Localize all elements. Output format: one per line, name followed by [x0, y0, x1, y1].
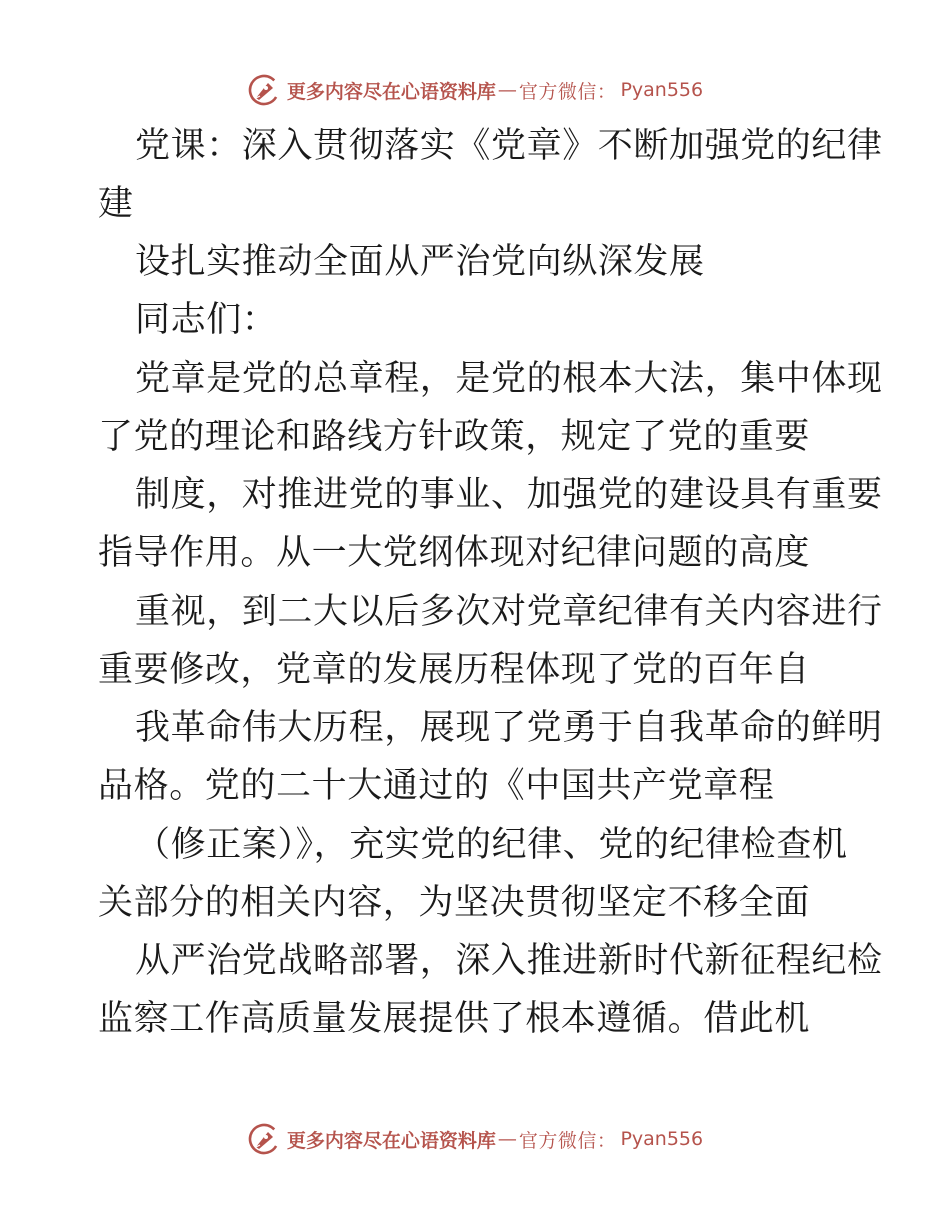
body-line: 了党的理论和路线方针政策，规定了党的重要 — [98, 417, 811, 457]
header-watermark — [0, 70, 950, 110]
footer-watermark — [0, 1119, 950, 1159]
watermark-brand-label: 官方微信： — [518, 80, 617, 103]
title-line-1: 党课：深入贯彻落实《党章》不断加强党的纪律 — [135, 126, 883, 166]
body-line: 关部分的相关内容，为坚决贯彻坚定不移全面 — [98, 883, 811, 923]
watermark-wechat-id: Pyan556 — [620, 79, 704, 101]
watermark-slogan: 更多内容尽在心语资料库 — [286, 1129, 496, 1152]
watermark-dash: — — [497, 1128, 517, 1150]
watermark-wechat-id: Pyan556 — [620, 1128, 704, 1150]
title-line-2: 建 — [98, 184, 134, 224]
body-line: 制度，对推进党的事业、加强党的建设具有重要 — [135, 475, 883, 515]
body-line: （修正案）》，充实党的纪律、党的纪律检查机 — [135, 825, 848, 865]
body-line: 品格。党的二十大通过的《中国共产党章程 — [98, 766, 775, 806]
title-line-3: 设扎实推动全面从严治党向纵深发展 — [135, 242, 705, 282]
body-line: 重视，到二大以后多次对党章纪律有关内容进行 — [135, 592, 883, 632]
watermark-brand-label: 官方微信： — [518, 1129, 617, 1152]
body-line: 党章是党的总章程，是党的根本大法，集中体现 — [135, 359, 883, 399]
salutation: 同志们： — [135, 300, 278, 340]
body-line: 我革命伟大历程，展现了党勇于自我革命的鲜明 — [135, 708, 883, 748]
watermark-dash: — — [497, 79, 517, 101]
pen-nib-logo-icon — [247, 73, 281, 107]
body-line: 监察工作高质量发展提供了根本遵循。借此机 — [98, 999, 811, 1039]
body-line: 重要修改，党章的发展历程体现了党的百年自 — [98, 650, 811, 690]
watermark-slogan: 更多内容尽在心语资料库 — [286, 80, 496, 103]
body-line: 从严治党战略部署，深入推进新时代新征程纪检 — [135, 941, 883, 981]
body-line: 指导作用。从一大党纲体现对纪律问题的高度 — [98, 533, 811, 573]
pen-nib-logo-icon — [247, 1122, 281, 1156]
